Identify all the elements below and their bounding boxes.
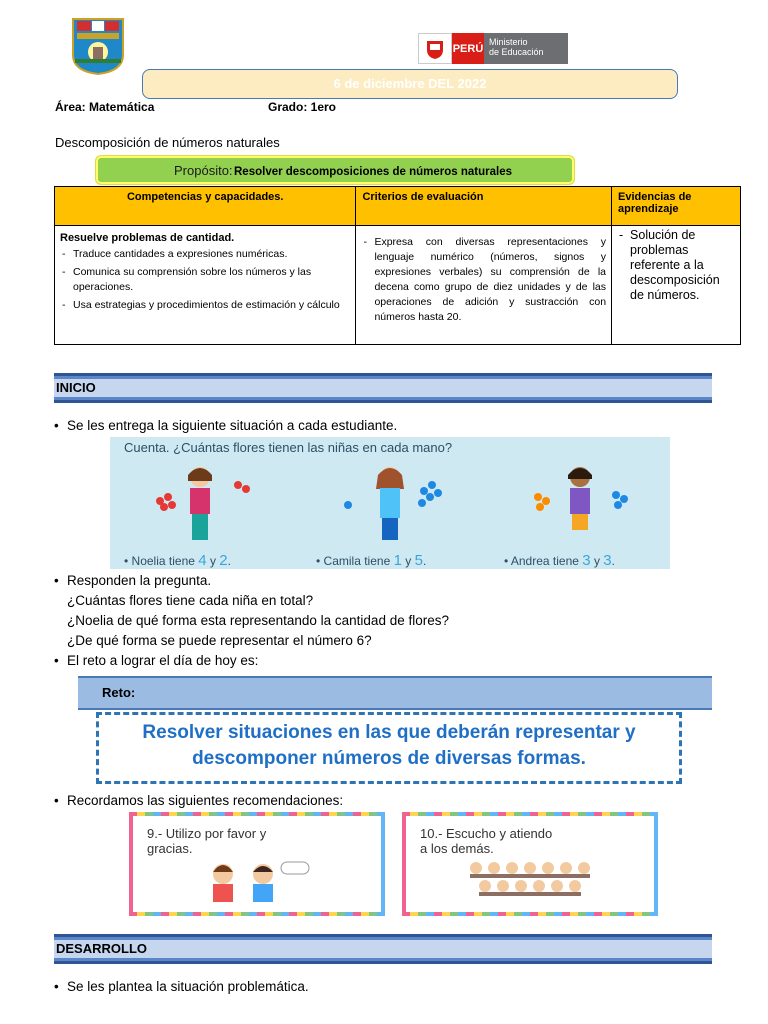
children-thanking-icon — [193, 856, 313, 906]
bullet-text: Se les plantea la situación problemática. — [67, 979, 309, 994]
ministry-line1: Ministerio — [489, 37, 528, 47]
header-evidencias: Evidencias de aprendizaje — [612, 187, 741, 226]
bullet-text: Recordamos las siguientes recomendaciones: — [67, 793, 344, 808]
ministry-name — [484, 33, 568, 64]
reto-header — [78, 676, 712, 710]
question-2: ¿Noelia de qué forma esta representando la cantidad de flores? — [67, 613, 449, 628]
card-line1: 9.- Utilizo por favor y — [147, 826, 267, 841]
card-line1: 10.- Escucho y atiendo — [420, 826, 553, 841]
grade-label: Grado: 1ero — [268, 100, 337, 114]
header-competencias: Competencias y capacidades. — [55, 187, 356, 226]
capacity-list — [60, 247, 350, 313]
competency-title: Resuelve problemas de cantidad. — [60, 232, 235, 244]
bullet-item — [54, 418, 397, 433]
list-item: - Traduce cantidades a expresiones numéricas. — [60, 247, 350, 262]
bullet-item — [54, 653, 258, 668]
bullet-item — [54, 979, 309, 994]
area-label: Área: Matemática — [55, 100, 155, 114]
caption-number: 2 — [219, 552, 228, 569]
girl-andrea-figure — [520, 461, 640, 541]
girl-noelia-figure — [140, 461, 260, 541]
bullet-text: Se les entrega la siguiente situación a cada estudiante. — [67, 418, 398, 433]
card-text — [147, 826, 266, 856]
ministry-logo — [418, 33, 568, 64]
date-text: 6 de diciembre DEL 2022 — [333, 76, 487, 91]
caption-name: Noelia tiene — [131, 554, 195, 568]
caption-number: 3 — [582, 552, 591, 569]
reto-text — [99, 720, 679, 772]
caption-number: 4 — [198, 552, 207, 569]
table-row — [55, 226, 741, 345]
evidence-list — [617, 228, 735, 303]
card-line2: a los demás. — [420, 841, 494, 856]
criteria-text: - Expresa con diversas representaciones y lenguaje numérico (números, signos y expresiones verbales) su comprensión de la decena como grupo de diez unidades y de las operaciones de adición y sustracción con números hasta 20. — [361, 235, 606, 325]
question-1: ¿Cuántas flores tiene cada niña en total? — [67, 593, 314, 608]
bullet-icon: • — [54, 573, 59, 588]
bullet-icon: • — [54, 653, 59, 668]
competency-cell — [55, 226, 356, 345]
card-line2: gracias. — [147, 841, 193, 856]
caption-noelia: • Noelia tiene 4 y 2. — [124, 552, 231, 569]
bullet-item — [54, 573, 211, 588]
list-item: - Comunica su comprensión sobre los números y las operaciones. — [60, 265, 350, 295]
bullet-icon: • — [54, 979, 59, 994]
ministry-line2: de Educación — [489, 47, 544, 57]
date-banner — [142, 69, 678, 99]
bullet-text: El reto a lograr el día de hoy es: — [67, 653, 259, 668]
table-header-row — [55, 187, 741, 226]
purpose-box — [95, 155, 575, 185]
caption-number: 3 — [603, 552, 612, 569]
section-title: DESARROLLO — [56, 941, 147, 956]
illustration-title: Cuenta. ¿Cuántas flores tienen las niñas en cada mano? — [124, 440, 453, 455]
bullet-text: Responden la pregunta. — [67, 573, 212, 588]
peru-shield-icon — [418, 33, 452, 64]
school-logo — [69, 17, 127, 75]
caption-andrea: • Andrea tiene 3 y 3. — [504, 552, 615, 569]
bullet-icon: • — [54, 793, 59, 808]
bullet-icon: • — [54, 418, 59, 433]
section-desarrollo-header — [54, 934, 712, 964]
peru-label: PERÚ — [452, 33, 484, 64]
question-3: ¿De qué forma se puede representar el número 6? — [67, 633, 372, 648]
girl-camila-figure — [330, 461, 450, 541]
card-text — [420, 826, 552, 856]
reto-line1: Resolver situaciones en las que deberán representar y — [142, 722, 636, 743]
criteria-list — [361, 235, 606, 325]
caption-number: 5 — [414, 552, 423, 569]
purpose-label: Propósito: — [174, 163, 233, 178]
caption-name: Camila tiene — [323, 554, 391, 568]
caption-camila: • Camila tiene 1 y 5. — [316, 552, 427, 569]
purpose-value: Resolver descomposiciones de números naturales — [234, 166, 513, 178]
reto-line2: descomponer números de diversas formas. — [192, 748, 586, 769]
section-title: INICIO — [56, 380, 96, 395]
caption-name: Andrea tiene — [510, 554, 579, 568]
caption-number: 1 — [393, 552, 402, 569]
reto-box — [96, 712, 682, 784]
section-inicio-header — [54, 373, 712, 403]
children-listening-icon — [466, 854, 596, 904]
recommendation-card-9 — [129, 812, 385, 916]
competency-table — [54, 186, 741, 345]
evidence-text: - Solución de problemas referente a la descomposición de números. — [617, 228, 735, 303]
counting-illustration — [110, 437, 670, 569]
evidence-cell — [612, 226, 741, 345]
list-item: - Usa estrategias y procedimientos de estimación y cálculo — [60, 298, 350, 313]
reto-label: Reto: — [102, 685, 136, 700]
criteria-cell — [356, 226, 612, 345]
recommendation-card-10 — [402, 812, 658, 916]
header-criterios: Criterios de evaluación — [356, 187, 612, 226]
session-topic: Descomposición de números naturales — [55, 135, 280, 150]
bullet-item — [54, 793, 343, 808]
